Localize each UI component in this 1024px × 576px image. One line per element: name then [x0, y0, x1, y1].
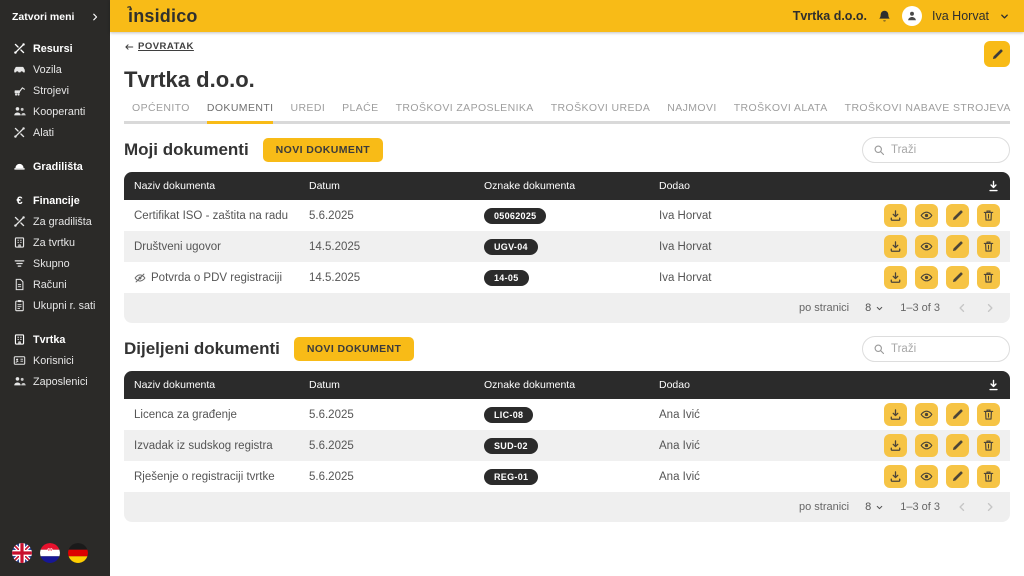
- table-header-row: [124, 172, 1010, 200]
- sidebar-item-za-tvrtku[interactable]: [0, 232, 110, 253]
- doc-name: Certifikat ISO - zaštita na radu: [134, 209, 289, 222]
- sidebar-item-label: Alati: [33, 126, 55, 139]
- edit-company-button[interactable]: [984, 41, 1010, 67]
- edit-button[interactable]: [946, 266, 969, 289]
- user-menu-toggle[interactable]: [999, 11, 1010, 22]
- per-page-select[interactable]: [865, 302, 884, 314]
- sidebar-item-gradilista[interactable]: [0, 156, 110, 177]
- next-page-button[interactable]: [984, 501, 996, 513]
- people-icon: [12, 105, 26, 118]
- sidebar-item-label: Kooperanti: [33, 105, 86, 118]
- language-switcher: [0, 533, 110, 576]
- tools-icon: [12, 42, 26, 55]
- eye-icon: [920, 408, 933, 421]
- main-area: [110, 0, 1024, 576]
- table-row[interactable]: [124, 231, 1010, 262]
- doc-name: Društveni ugovor: [134, 240, 221, 253]
- hard-hat-icon: [12, 160, 26, 173]
- document-icon: [12, 278, 26, 291]
- view-button[interactable]: [915, 204, 938, 227]
- per-page-label: po stranici: [798, 302, 850, 314]
- doc-tag-badge: REG-01: [484, 469, 538, 485]
- tab-bar: [124, 102, 1010, 124]
- download-icon: [889, 439, 902, 452]
- table-row[interactable]: [124, 399, 1010, 430]
- sidebar-item-label: Vozila: [33, 63, 62, 76]
- prev-page-button[interactable]: [956, 501, 968, 513]
- sidebar-item-label: Za gradilišta: [33, 215, 92, 228]
- eye-icon: [920, 271, 933, 284]
- sidebar-item-tvrtka[interactable]: [0, 329, 110, 350]
- edit-button[interactable]: [946, 403, 969, 426]
- machine-icon: [12, 84, 26, 97]
- sidebar-item-label: Zaposlenici: [33, 375, 88, 388]
- sidebar-item-label: Gradilišta: [33, 160, 83, 173]
- tab-dokumenti[interactable]: DOKUMENTI: [207, 102, 274, 124]
- doc-tag-badge: 05062025: [484, 208, 546, 224]
- sidebar-item-skupno[interactable]: [0, 253, 110, 274]
- sidebar-item-vozila[interactable]: [0, 59, 110, 80]
- per-page-select[interactable]: [865, 501, 884, 513]
- page-title: Tvrtka d.o.o.: [124, 67, 255, 92]
- table-pagination: [124, 492, 1010, 522]
- section-header-moji-dokumenti: [124, 137, 1010, 163]
- pencil-icon: [951, 240, 964, 253]
- doc-tag-badge: 14-05: [484, 270, 529, 286]
- delete-button[interactable]: [977, 266, 1000, 289]
- column-header: Datum: [309, 379, 340, 391]
- view-button[interactable]: [915, 403, 938, 426]
- doc-tag-badge: LIC-08: [484, 407, 533, 423]
- top-header-bar: [110, 0, 1024, 32]
- doc-added-by: Iva Horvat: [659, 271, 712, 284]
- table-row[interactable]: [124, 430, 1010, 461]
- sidebar-item-kooperanti[interactable]: [0, 101, 110, 122]
- download-button[interactable]: [884, 403, 907, 426]
- doc-name: Izvadak iz sudskog registra: [134, 439, 273, 452]
- doc-date: 5.6.2025: [309, 470, 354, 483]
- download-button[interactable]: [884, 235, 907, 258]
- sidebar-item-label: Za tvrtku: [33, 236, 75, 249]
- chevron-right-icon: [984, 501, 996, 513]
- per-page-value: 8: [865, 501, 872, 513]
- tab-place[interactable]: PLAĆE: [342, 102, 379, 114]
- tab-troskovi-ureda[interactable]: TROŠKOVI UREDA: [550, 102, 651, 114]
- search-icon: [873, 343, 885, 355]
- search-box: [862, 336, 1010, 362]
- chevron-down-icon: [999, 11, 1010, 22]
- building-icon: [12, 333, 26, 346]
- doc-tag-badge: UGV-04: [484, 239, 538, 255]
- view-button[interactable]: [915, 465, 938, 488]
- sidebar-item-zaposlenici[interactable]: [0, 371, 110, 392]
- app-logo[interactable]: › insidico: [128, 6, 198, 27]
- delete-button[interactable]: [977, 235, 1000, 258]
- download-button[interactable]: [884, 266, 907, 289]
- chevron-right-icon: [90, 12, 100, 22]
- table-row[interactable]: [124, 262, 1010, 293]
- doc-name: Potvrda o PDV registraciji: [151, 271, 283, 284]
- documents-table-moji: [124, 172, 1010, 323]
- view-button[interactable]: [915, 235, 938, 258]
- sidebar-item-za-gradilista[interactable]: [0, 211, 110, 232]
- sidebar-item-racuni[interactable]: [0, 274, 110, 295]
- sidebar-item-label: Računi: [33, 278, 67, 291]
- prev-page-button[interactable]: [956, 302, 968, 314]
- edit-button[interactable]: [946, 204, 969, 227]
- flag-united-kingdom[interactable]: [12, 543, 32, 563]
- doc-date: 5.6.2025: [309, 439, 354, 452]
- id-card-icon: [12, 354, 26, 367]
- doc-date: 14.5.2025: [309, 240, 361, 253]
- doc-date: 14.5.2025: [309, 271, 361, 284]
- edit-button[interactable]: [946, 465, 969, 488]
- euro-icon: [12, 194, 26, 207]
- sidebar-item-label: Financije: [33, 194, 80, 207]
- sidebar-nav: [0, 29, 110, 533]
- edit-button[interactable]: [946, 434, 969, 457]
- avatar[interactable]: [902, 6, 922, 26]
- eye-icon: [920, 439, 933, 452]
- flag-germany[interactable]: [68, 543, 88, 563]
- eye-icon: [920, 209, 933, 222]
- chevron-left-icon: [956, 501, 968, 513]
- trash-icon: [982, 209, 995, 222]
- download-icon: [889, 470, 902, 483]
- column-header: Oznake dokumenta: [484, 379, 576, 391]
- delete-button[interactable]: [977, 403, 1000, 426]
- chevron-down-icon: [875, 304, 884, 313]
- download-icon: [889, 209, 902, 222]
- section-title: Moji dokumenti: [124, 140, 249, 159]
- sidebar-item-korisnici[interactable]: [0, 350, 110, 371]
- download-button[interactable]: [884, 434, 907, 457]
- trash-icon: [982, 439, 995, 452]
- pencil-icon: [951, 439, 964, 452]
- sidebar-item-label: Strojevi: [33, 84, 70, 97]
- search-input[interactable]: [891, 343, 999, 355]
- delete-button[interactable]: [977, 434, 1000, 457]
- sidebar-item-ukupni-r-sati[interactable]: [0, 295, 110, 316]
- chevron-down-icon: [875, 503, 884, 512]
- arrow-left-icon: [124, 42, 134, 52]
- eye-icon: [920, 240, 933, 253]
- per-page-value: 8: [865, 302, 872, 314]
- delete-button[interactable]: [977, 204, 1000, 227]
- column-header: Dodao: [659, 379, 690, 391]
- column-header: Naziv dokumenta: [134, 379, 216, 391]
- pencil-icon: [951, 209, 964, 222]
- tab-uredi[interactable]: UREDI: [290, 102, 326, 114]
- column-header: Datum: [309, 180, 340, 192]
- car-icon: [12, 63, 26, 76]
- section-title: Dijeljeni dokumenti: [124, 339, 280, 358]
- download-all-button[interactable]: [987, 180, 1000, 193]
- sidebar-item-alati[interactable]: [0, 122, 110, 143]
- bell-icon: [877, 9, 892, 24]
- new-document-button[interactable]: NOVI DOKUMENT: [294, 337, 414, 361]
- pencil-icon: [951, 271, 964, 284]
- search-box: [862, 137, 1010, 163]
- sidebar-item-financije[interactable]: [0, 190, 110, 211]
- doc-added-by: Iva Horvat: [659, 240, 712, 253]
- sidebar-item-resursi[interactable]: [0, 38, 110, 59]
- trash-icon: [982, 271, 995, 284]
- view-button[interactable]: [915, 434, 938, 457]
- building-icon: [12, 236, 26, 249]
- next-page-button[interactable]: [984, 302, 996, 314]
- people-icon: [12, 375, 26, 388]
- column-header: Dodao: [659, 180, 690, 192]
- user-name[interactable]: Iva Horvat: [932, 9, 989, 23]
- sidebar: [0, 0, 110, 576]
- column-header: Oznake dokumenta: [484, 180, 576, 192]
- doc-added-by: Ana Ivić: [659, 408, 700, 421]
- page-content: [110, 32, 1024, 576]
- edit-button[interactable]: [946, 235, 969, 258]
- download-icon: [889, 408, 902, 421]
- tab-troskovi-zaposlenika[interactable]: TROŠKOVI ZAPOSLENIKA: [395, 102, 534, 114]
- sidebar-item-strojevi[interactable]: [0, 80, 110, 101]
- table-pagination: [124, 293, 1010, 323]
- tab-troskovi-alata[interactable]: TROŠKOVI ALATA: [733, 102, 828, 114]
- search-input[interactable]: [891, 144, 999, 156]
- doc-added-by: Iva Horvat: [659, 209, 712, 222]
- download-button[interactable]: [884, 465, 907, 488]
- download-icon: [889, 271, 902, 284]
- close-menu-label: Zatvori meni: [12, 11, 75, 23]
- eye-icon: [920, 470, 933, 483]
- documents-table-dijeljeni: [124, 371, 1010, 522]
- sidebar-item-label: Resursi: [33, 42, 73, 55]
- table-header-row: [124, 371, 1010, 399]
- sidebar-item-label: Korisnici: [33, 354, 74, 367]
- tools-icon: [12, 126, 26, 139]
- new-document-button[interactable]: NOVI DOKUMENT: [263, 138, 383, 162]
- back-link[interactable]: [124, 41, 194, 52]
- eye-off-icon: [134, 272, 146, 284]
- delete-button[interactable]: [977, 465, 1000, 488]
- sidebar-item-label: Tvrtka: [33, 333, 66, 346]
- doc-date: 5.6.2025: [309, 209, 354, 222]
- search-icon: [873, 144, 885, 156]
- download-icon: [889, 240, 902, 253]
- notifications-button[interactable]: [877, 9, 892, 24]
- active-company-label[interactable]: Tvrtka d.o.o.: [792, 9, 868, 23]
- chevron-right-icon: [984, 302, 996, 314]
- download-icon: [987, 379, 1000, 392]
- doc-name: Licenca za građenje: [134, 408, 237, 421]
- person-icon: [906, 10, 918, 22]
- page-range: 1–3 of 3: [900, 501, 940, 513]
- sidebar-item-label: Ukupni r. sati: [33, 299, 96, 312]
- download-button[interactable]: [884, 204, 907, 227]
- flag-croatia[interactable]: [40, 543, 60, 563]
- chevron-left-icon: [956, 302, 968, 314]
- pencil-icon: [951, 408, 964, 421]
- per-page-label: po stranici: [798, 501, 850, 513]
- back-link-label: POVRATAK: [138, 41, 194, 52]
- doc-date: 5.6.2025: [309, 408, 354, 421]
- doc-name: Rješenje o registraciji tvrtke: [134, 470, 275, 483]
- filter-lines-icon: [12, 257, 26, 270]
- clipboard-icon: [12, 299, 26, 312]
- download-all-button[interactable]: [987, 379, 1000, 392]
- pencil-icon: [991, 48, 1004, 61]
- tools-icon: [12, 215, 26, 228]
- trash-icon: [982, 470, 995, 483]
- tab-opcenito[interactable]: OPĆENITO: [132, 102, 190, 114]
- download-icon: [987, 180, 1000, 193]
- tab-troskovi-nabave-strojeva[interactable]: TROŠKOVI NABAVE STROJEVA: [844, 102, 1011, 114]
- pencil-icon: [951, 470, 964, 483]
- trash-icon: [982, 408, 995, 421]
- section-header-dijeljeni-dokumenti: [124, 336, 1010, 362]
- page-range: 1–3 of 3: [900, 302, 940, 314]
- close-menu-button[interactable]: [0, 0, 110, 29]
- trash-icon: [982, 240, 995, 253]
- tab-najmovi[interactable]: NAJMOVI: [667, 102, 717, 114]
- sidebar-item-label: Skupno: [33, 257, 70, 270]
- table-row[interactable]: [124, 461, 1010, 492]
- view-button[interactable]: [915, 266, 938, 289]
- doc-added-by: Ana Ivić: [659, 439, 700, 452]
- doc-added-by: Ana Ivić: [659, 470, 700, 483]
- doc-tag-badge: SUD-02: [484, 438, 538, 454]
- column-header: Naziv dokumenta: [134, 180, 216, 192]
- table-row[interactable]: [124, 200, 1010, 231]
